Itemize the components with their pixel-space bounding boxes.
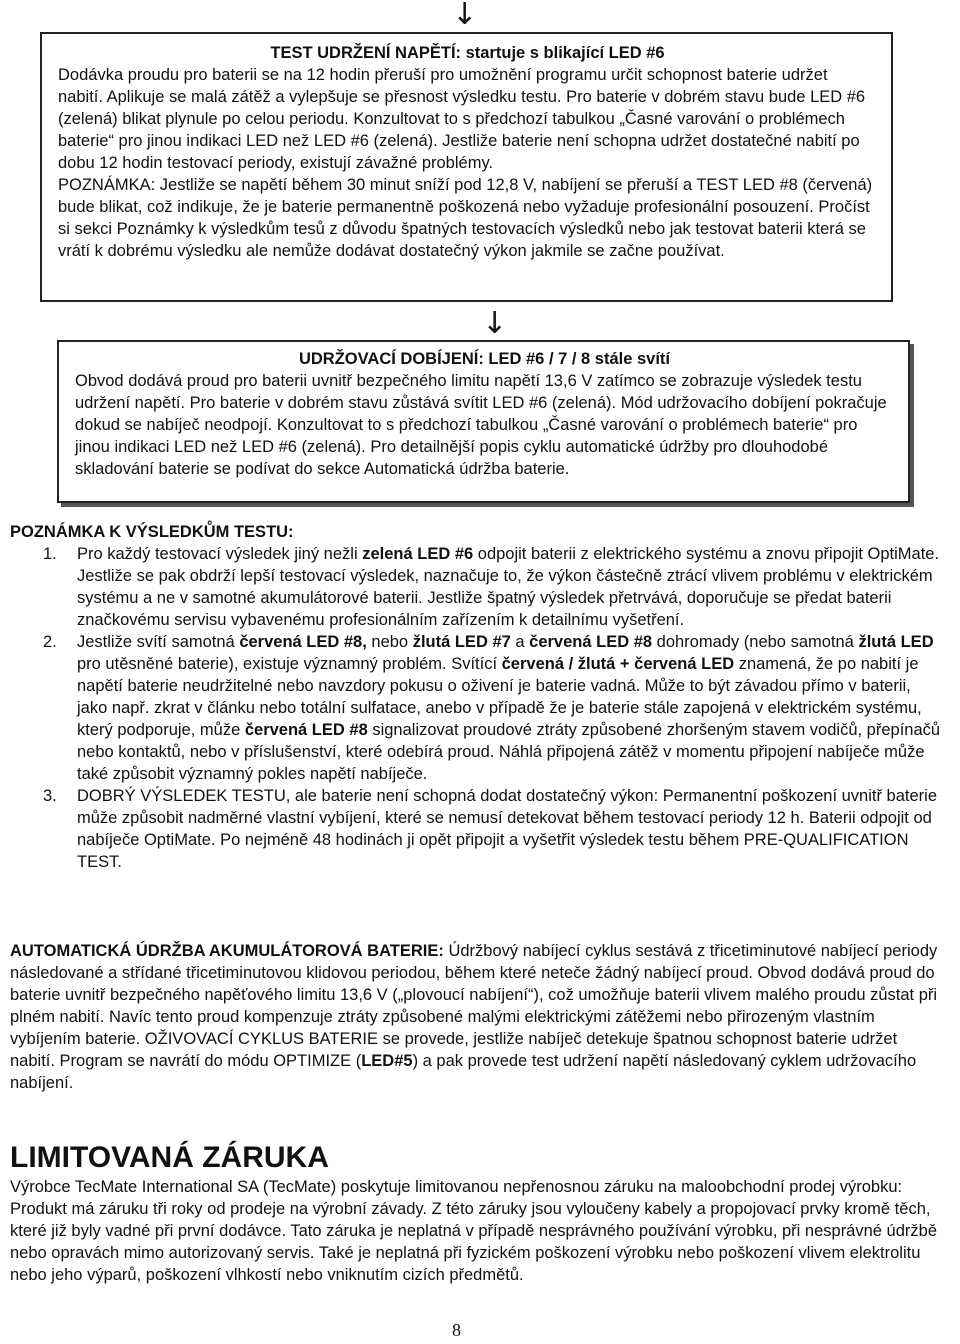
list-number: 2. <box>43 633 57 651</box>
list-item <box>10 631 945 785</box>
warranty-section <box>10 1140 945 1286</box>
page-number: 8 <box>452 1320 461 1340</box>
note-bold: červená LED #8 <box>529 633 653 651</box>
maintenance-charge-title: UDRŽOVACÍ DOBÍJENÍ: LED #6 / 7 / 8 stále svítí <box>298 350 671 368</box>
list-item <box>10 543 945 631</box>
note-bold: červená LED #8, <box>239 633 367 651</box>
hold-test-note: POZNÁMKA: Jestliže se napětí během 30 minut sníží pod 12,8 V, nabíjení se přeruší a TEST LED #8 (červená) bude blikat, což indikuje, že je baterie permanentně poškozená nebo vyžaduje profesionální posouzení. Pročíst si sekci Poznámky k výsledkům tesů z důvodu špatných testovacích výsledků nebo jak testovat baterii která se vrátí k dobrému výsledku ale nemůže dodávat dostatečný výkon jakmile se začne používat. <box>58 176 873 260</box>
hold-test-title: TEST UDRŽENÍ NAPĚTÍ: startuje s blikající LED #6 <box>270 44 665 62</box>
maintenance-charge-text: Obvod dodává proud pro baterii uvnitř bezpečného limitu napětí 13,6 V zatímco se zobrazuje výsledek testu udržení napětí. Pro baterie v dobrém stavu zůstává svítit LED #6 (zelená). Mód udržovacího dobíjení pokračuje dokud se nabíječ neodpojí. Konzultovat to s předchozí tabulkou „Časné varování o problémech baterie“ pro jinou indikaci LED než LED #6 (zelená). Pro detailnější popis cyklu automatické údržby pro dlouhodobé skladování baterie se podívat do sekce Automatická údržba baterie. <box>75 372 887 478</box>
automatic-maintenance-section <box>10 940 945 1094</box>
note-text: odpojit baterii z elektrického systému a znovu připojit OptiMate. Jestliže se pak obdrží lepší testovací výsledek, naznačuje to, že výkon částečně ztrácí vlivem problému v elektrickém systému a ne v samotné akumulátorové baterii. Jestliže špatný výsledek přetrvává, doporučuje se předat baterii značkovému servisu vybavenému profesionálním zařízením k detailnímu vyšetření. <box>77 545 940 629</box>
note-text: dohromady (nebo samotná <box>652 633 859 651</box>
note-bold: žlutá LED <box>858 633 934 651</box>
note-text: Pro každý testovací výsledek jiný nežli <box>77 545 363 563</box>
note-text: pro utěsněné baterie), existuje významný problém. Svítící <box>77 655 502 673</box>
automatic-maintenance-text <box>10 940 945 1094</box>
note-bold: červená LED #8 <box>244 721 368 739</box>
automatic-maintenance-heading: AUTOMATICKÁ ÚDRŽBA AKUMULÁTOROVÁ BATERIE: <box>10 942 444 960</box>
note-text: Jestliže svítí samotná <box>77 633 240 651</box>
automatic-maintenance-body: ) a pak provede test udržení napětí následovaný cyklem udržovacího nabíjení. <box>10 1052 917 1092</box>
warranty-heading: LIMITOVANÁ ZÁRUKA <box>10 1141 329 1174</box>
note-bold: červená / žlutá + červená LED <box>501 655 735 673</box>
down-arrow-icon: ↓ <box>452 0 478 32</box>
warranty-text: Výrobce TecMate International SA (TecMate) poskytuje limitovanou nepřenosnou záruku na maloobchodní prodej výrobku: Produkt má záruku tři roky od prodeje na výrobní závady. Z této záruky jsou vyloučeny kabely a propojovací prvky kromě těch, které již byly vadné při první dodávce. Tato záruka je neplatná v případě nesprávného používání výrobku, při nesprávné údržbě nebo opravách mimo autorizovaný servis. Také je neplatná při fyzickém poškození výrobku nebo poškození vlivem elektrolitu nebo jeho výparů, poškození vlhkostí nebo vniknutím cizích předmětů. <box>10 1178 937 1284</box>
led5-label: LED#5 <box>361 1052 413 1070</box>
note-text: DOBRÝ VÝSLEDEK TESTU, ale baterie není schopná dodat dostatečný výkon: Permanentní poškození uvnitř baterie může způsobit nadměrné vlastní vybíjení, které se nemusí detekovat během testovací periody 12 h. Baterii odpojit od nabíječe OptiMate. Po nejméně 48 hodinách ji opět připojit a vyšetřit výsledek testu během PRE-QUALIFICATION TEST. <box>77 787 937 871</box>
list-number: 1. <box>43 545 57 563</box>
note-text: signalizovat proudové ztráty způsobené zhoršeným stavem vodičů, přepínačů nebo kontaktů, nebo v příslušenství, které odebírá proud. Náhlá připojená zátěž v momentu připojení nabíječe může také způsobit významný pokles napětí nabíječe. <box>77 721 941 783</box>
hold-test-box <box>40 32 893 302</box>
test-results-notes <box>10 521 945 873</box>
note-text: a <box>510 633 530 651</box>
down-arrow-icon: ↓ <box>482 306 508 341</box>
note-text: znamená, že po nabití je napětí baterie neudržitelné nebo navzdory pokusu o oživení je baterie vadná. Může to být závadou přímo v baterii, jako např. zkrat v článku nebo totální sulfatace, anebo v případě že je baterie stále zapojená v elektrickém systému, který podporuje, může <box>77 655 922 739</box>
notes-list <box>10 543 945 873</box>
hold-test-text: Dodávka proudu pro baterii se na 12 hodin přeruší pro umožnění programu určit schopnost baterie udržet nabití. Aplikuje se malá zátěž a vylepšuje se přesnost výsledku testu. Pro baterie v dobrém stavu bude LED #6 (zelená) blikat plynule po celou periodu. Konzultovat to s předchozí tabulkou „Časné varování o problémech baterie“ pro jinou indikaci LED než LED #6 (zelená). Jestliže baterie není schopna udržet dostatečné nabití po dobu 12 hodin testovací periody, existují závažné problémy. <box>58 66 866 172</box>
maintenance-charge-box <box>57 340 910 503</box>
list-number: 3. <box>43 787 57 805</box>
note-bold: žlutá LED #7 <box>412 633 511 651</box>
note-text: nebo <box>366 633 413 651</box>
automatic-maintenance-body: Údržbový nabíjecí cyklus sestává z třicetiminutové nabíjecí periody následované a střídané třicetiminutovou klidovou periodou, během které neteče žádný nabíjecí proud. Obvod dodává proud do baterie uvnitř bezpečného napěťového limitu 13,6 V („plovoucí nabíjení“), což umožňuje baterii vlivem malého proudu zůstat při plném nabití. Navíc tento proud kompenzuje ztráty způsobené malými elektrickými zátěžemi nebo přirozeným vlastním vybíjením baterie. OŽIVOVACÍ CYKLUS BATERIE se provede, jestliže nabíječ detekuje špatnou schopnost baterie udržet nabití. Program se navrátí do módu OPTIMIZE ( <box>10 942 938 1070</box>
note-bold: zelená LED #6 <box>362 545 474 563</box>
notes-heading: POZNÁMKA K VÝSLEDKŮM TESTU: <box>10 523 294 541</box>
list-item <box>10 785 945 873</box>
